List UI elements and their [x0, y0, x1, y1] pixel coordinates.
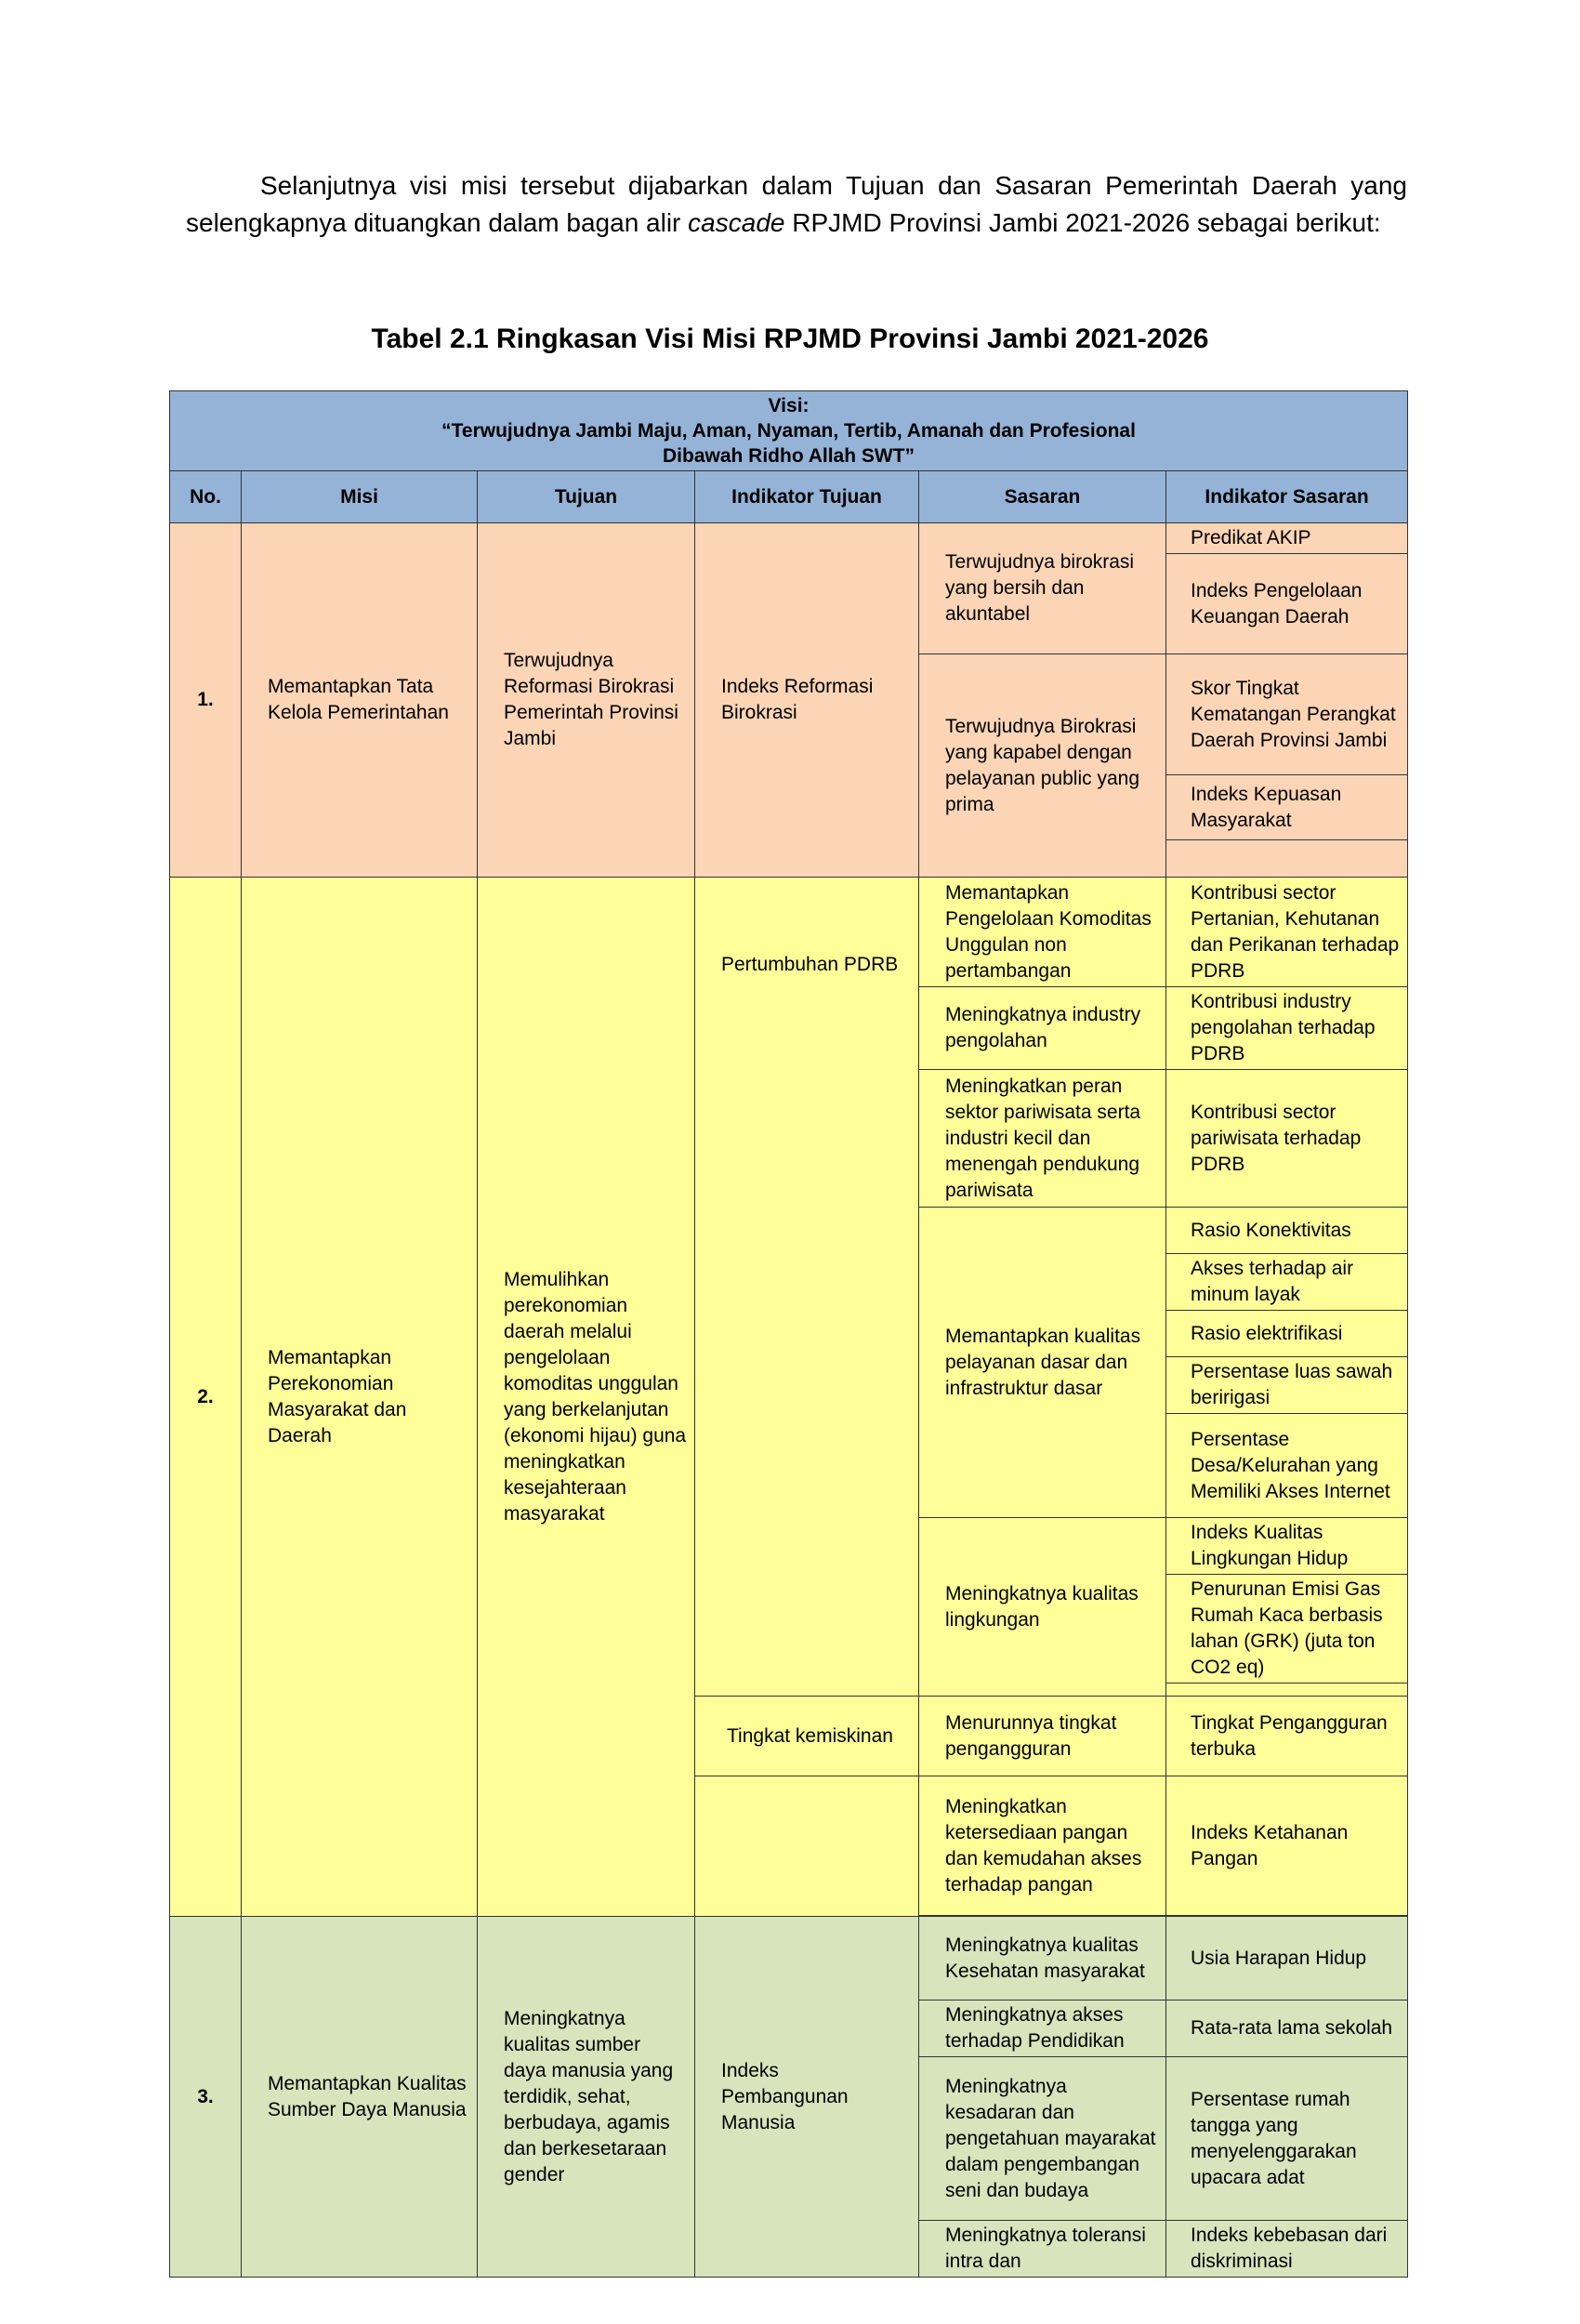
sasaran-cell: Meningkatnya kesadaran dan pengetahuan mayarakat dalam pengembangan seni dan budaya — [919, 2057, 1166, 2221]
indikator-sasaran-cell-empty — [1166, 1684, 1408, 1697]
indikator-sasaran-cell: Kontribusi sector Pertanian, Kehutanan dan Perikanan terhadap PDRB — [1166, 878, 1408, 987]
row-number: 2. — [170, 878, 242, 1917]
header-indikator-sasaran: Indikator Sasaran — [1166, 471, 1408, 523]
indikator-sasaran-cell-empty — [1166, 840, 1408, 878]
header-no: No. — [170, 471, 242, 523]
header-indikator-tujuan: Indikator Tujuan — [695, 471, 919, 523]
intro-italic: cascade — [688, 208, 785, 237]
tujuan-cell: Memulihkan perekonomian daerah melalui pengelolaan komoditas unggulan yang berkelanjutan (ekonomi hijau) guna meningkatkan kesejahteraan masyarakat — [478, 878, 695, 1917]
sasaran-cell: Meningkatnya industry pengolahan — [919, 987, 1166, 1070]
sasaran-cell: Terwujudnya birokrasi yang bersih dan akuntabel — [919, 523, 1166, 654]
indikator-sasaran-cell: Indeks Pengelolaan Keuangan Daerah — [1166, 554, 1408, 654]
sasaran-cell: Meningkatkan ketersediaan pangan dan kemudahan akses terhadap pangan — [919, 1776, 1166, 1916]
indikator-tujuan-cell: Indeks Pembangunan Manusia — [695, 1917, 919, 2278]
intro-text-2: RPJMD Provinsi Jambi 2021-2026 sebagai berikut: — [784, 208, 1381, 237]
visi-misi-table — [169, 390, 1408, 2278]
indikator-tujuan-cell: Tingkat kemiskinan — [695, 1697, 919, 1776]
indikator-sasaran-cell: Tingkat Pengangguran terbuka — [1166, 1697, 1408, 1776]
tujuan-cell: Terwujudnya Reformasi Birokrasi Pemerintah Provinsi Jambi — [478, 523, 695, 878]
indikator-sasaran-cell: Indeks Ketahanan Pangan — [1166, 1776, 1408, 1916]
indikator-sasaran-cell: Rasio elektrifikasi — [1166, 1311, 1408, 1357]
sasaran-cell: Meningkatkan peran sektor pariwisata serta industri kecil dan menengah pendukung pariwisata — [919, 1070, 1166, 1208]
indikator-sasaran-cell: Usia Harapan Hidup — [1166, 1917, 1408, 2000]
misi-cell: Memantapkan Kualitas Sumber Daya Manusia — [242, 1917, 478, 2278]
indikator-sasaran-cell: Indeks Kepuasan Masyarakat — [1166, 775, 1408, 840]
misi-cell: Memantapkan Tata Kelola Pemerintahan — [242, 523, 478, 878]
visi-line-1: “Terwujudnya Jambi Maju, Aman, Nyaman, Tertib, Amanah dan Profesional — [441, 420, 1136, 442]
intro-text-1: Selanjutnya visi misi tersebut dijabarkan dalam Tujuan dan Sasaran Pemerintah Daerah yang selengkapnya dituangkan dalam bagan alir — [186, 171, 1407, 237]
visi-line-2: Dibawah Ridho Allah SWT” — [663, 445, 915, 467]
intro-paragraph — [186, 167, 1407, 242]
indikator-tujuan-cell: Indeks Reformasi Birokrasi — [695, 523, 919, 878]
header-tujuan: Tujuan — [478, 471, 695, 523]
sasaran-cell: Menurunnya tingkat pengangguran — [919, 1697, 1166, 1776]
indikator-sasaran-cell: Persentase luas sawah beririgasi — [1166, 1357, 1408, 1414]
indikator-sasaran-cell: Skor Tingkat Kematangan Perangkat Daerah Provinsi Jambi — [1166, 654, 1408, 775]
misi-cell: Memantapkan Perekonomian Masyarakat dan Daerah — [242, 878, 478, 1917]
sasaran-cell: Meningkatnya kualitas Kesehatan masyarakat — [919, 1917, 1166, 2000]
indikator-sasaran-cell: Predikat AKIP — [1166, 523, 1408, 554]
visi-label: Visi: — [768, 395, 810, 416]
indikator-sasaran-cell: Penurunan Emisi Gas Rumah Kaca berbasis lahan (GRK) (juta ton CO2 eq) — [1166, 1575, 1408, 1684]
indikator-sasaran-cell: Indeks kebebasan dari diskriminasi — [1166, 2221, 1408, 2278]
indikator-sasaran-cell: Kontribusi industry pengolahan terhadap PDRB — [1166, 987, 1408, 1070]
sasaran-cell: Memantapkan Pengelolaan Komoditas Unggulan non pertambangan — [919, 878, 1166, 987]
indikator-sasaran-cell: Persentase rumah tangga yang menyelenggarakan upacara adat — [1166, 2057, 1408, 2221]
sasaran-cell: Meningkatnya toleransi intra dan — [919, 2221, 1166, 2278]
row-number: 1. — [170, 523, 242, 878]
indikator-sasaran-cell: Indeks Kualitas Lingkungan Hidup — [1166, 1518, 1408, 1575]
table-caption: Tabel 2.1 Ringkasan Visi Misi RPJMD Provinsi Jambi 2021-2026 — [371, 324, 1209, 354]
row-number: 3. — [170, 1917, 242, 2278]
indikator-sasaran-cell: Persentase Desa/Kelurahan yang Memiliki Akses Internet — [1166, 1414, 1408, 1518]
indikator-tujuan-cell-empty — [695, 1776, 919, 1917]
indikator-sasaran-cell: Rasio Konektivitas — [1166, 1208, 1408, 1254]
sasaran-cell: Memantapkan kualitas pelayanan dasar dan infrastruktur dasar — [919, 1208, 1166, 1518]
indikator-sasaran-cell: Akses terhadap air minum layak — [1166, 1254, 1408, 1311]
tujuan-cell: Meningkatnya kualitas sumber daya manusia yang terdidik, sehat, berbudaya, agamis dan berkesetaraan gender — [478, 1917, 695, 2278]
header-misi: Misi — [242, 471, 478, 523]
sasaran-cell: Meningkatnya akses terhadap Pendidikan — [919, 2000, 1166, 2057]
header-sasaran: Sasaran — [919, 471, 1166, 523]
indikator-sasaran-cell: Rata-rata lama sekolah — [1166, 2000, 1408, 2057]
sasaran-cell: Terwujudnya Birokrasi yang kapabel dengan pelayanan public yang prima — [919, 654, 1166, 878]
indikator-sasaran-cell: Kontribusi sector pariwisata terhadap PDRB — [1166, 1070, 1408, 1208]
sasaran-cell: Meningkatnya kualitas lingkungan — [919, 1518, 1166, 1697]
indikator-tujuan-cell: Pertumbuhan PDRB — [695, 878, 919, 1697]
visi-cell — [170, 391, 1408, 471]
